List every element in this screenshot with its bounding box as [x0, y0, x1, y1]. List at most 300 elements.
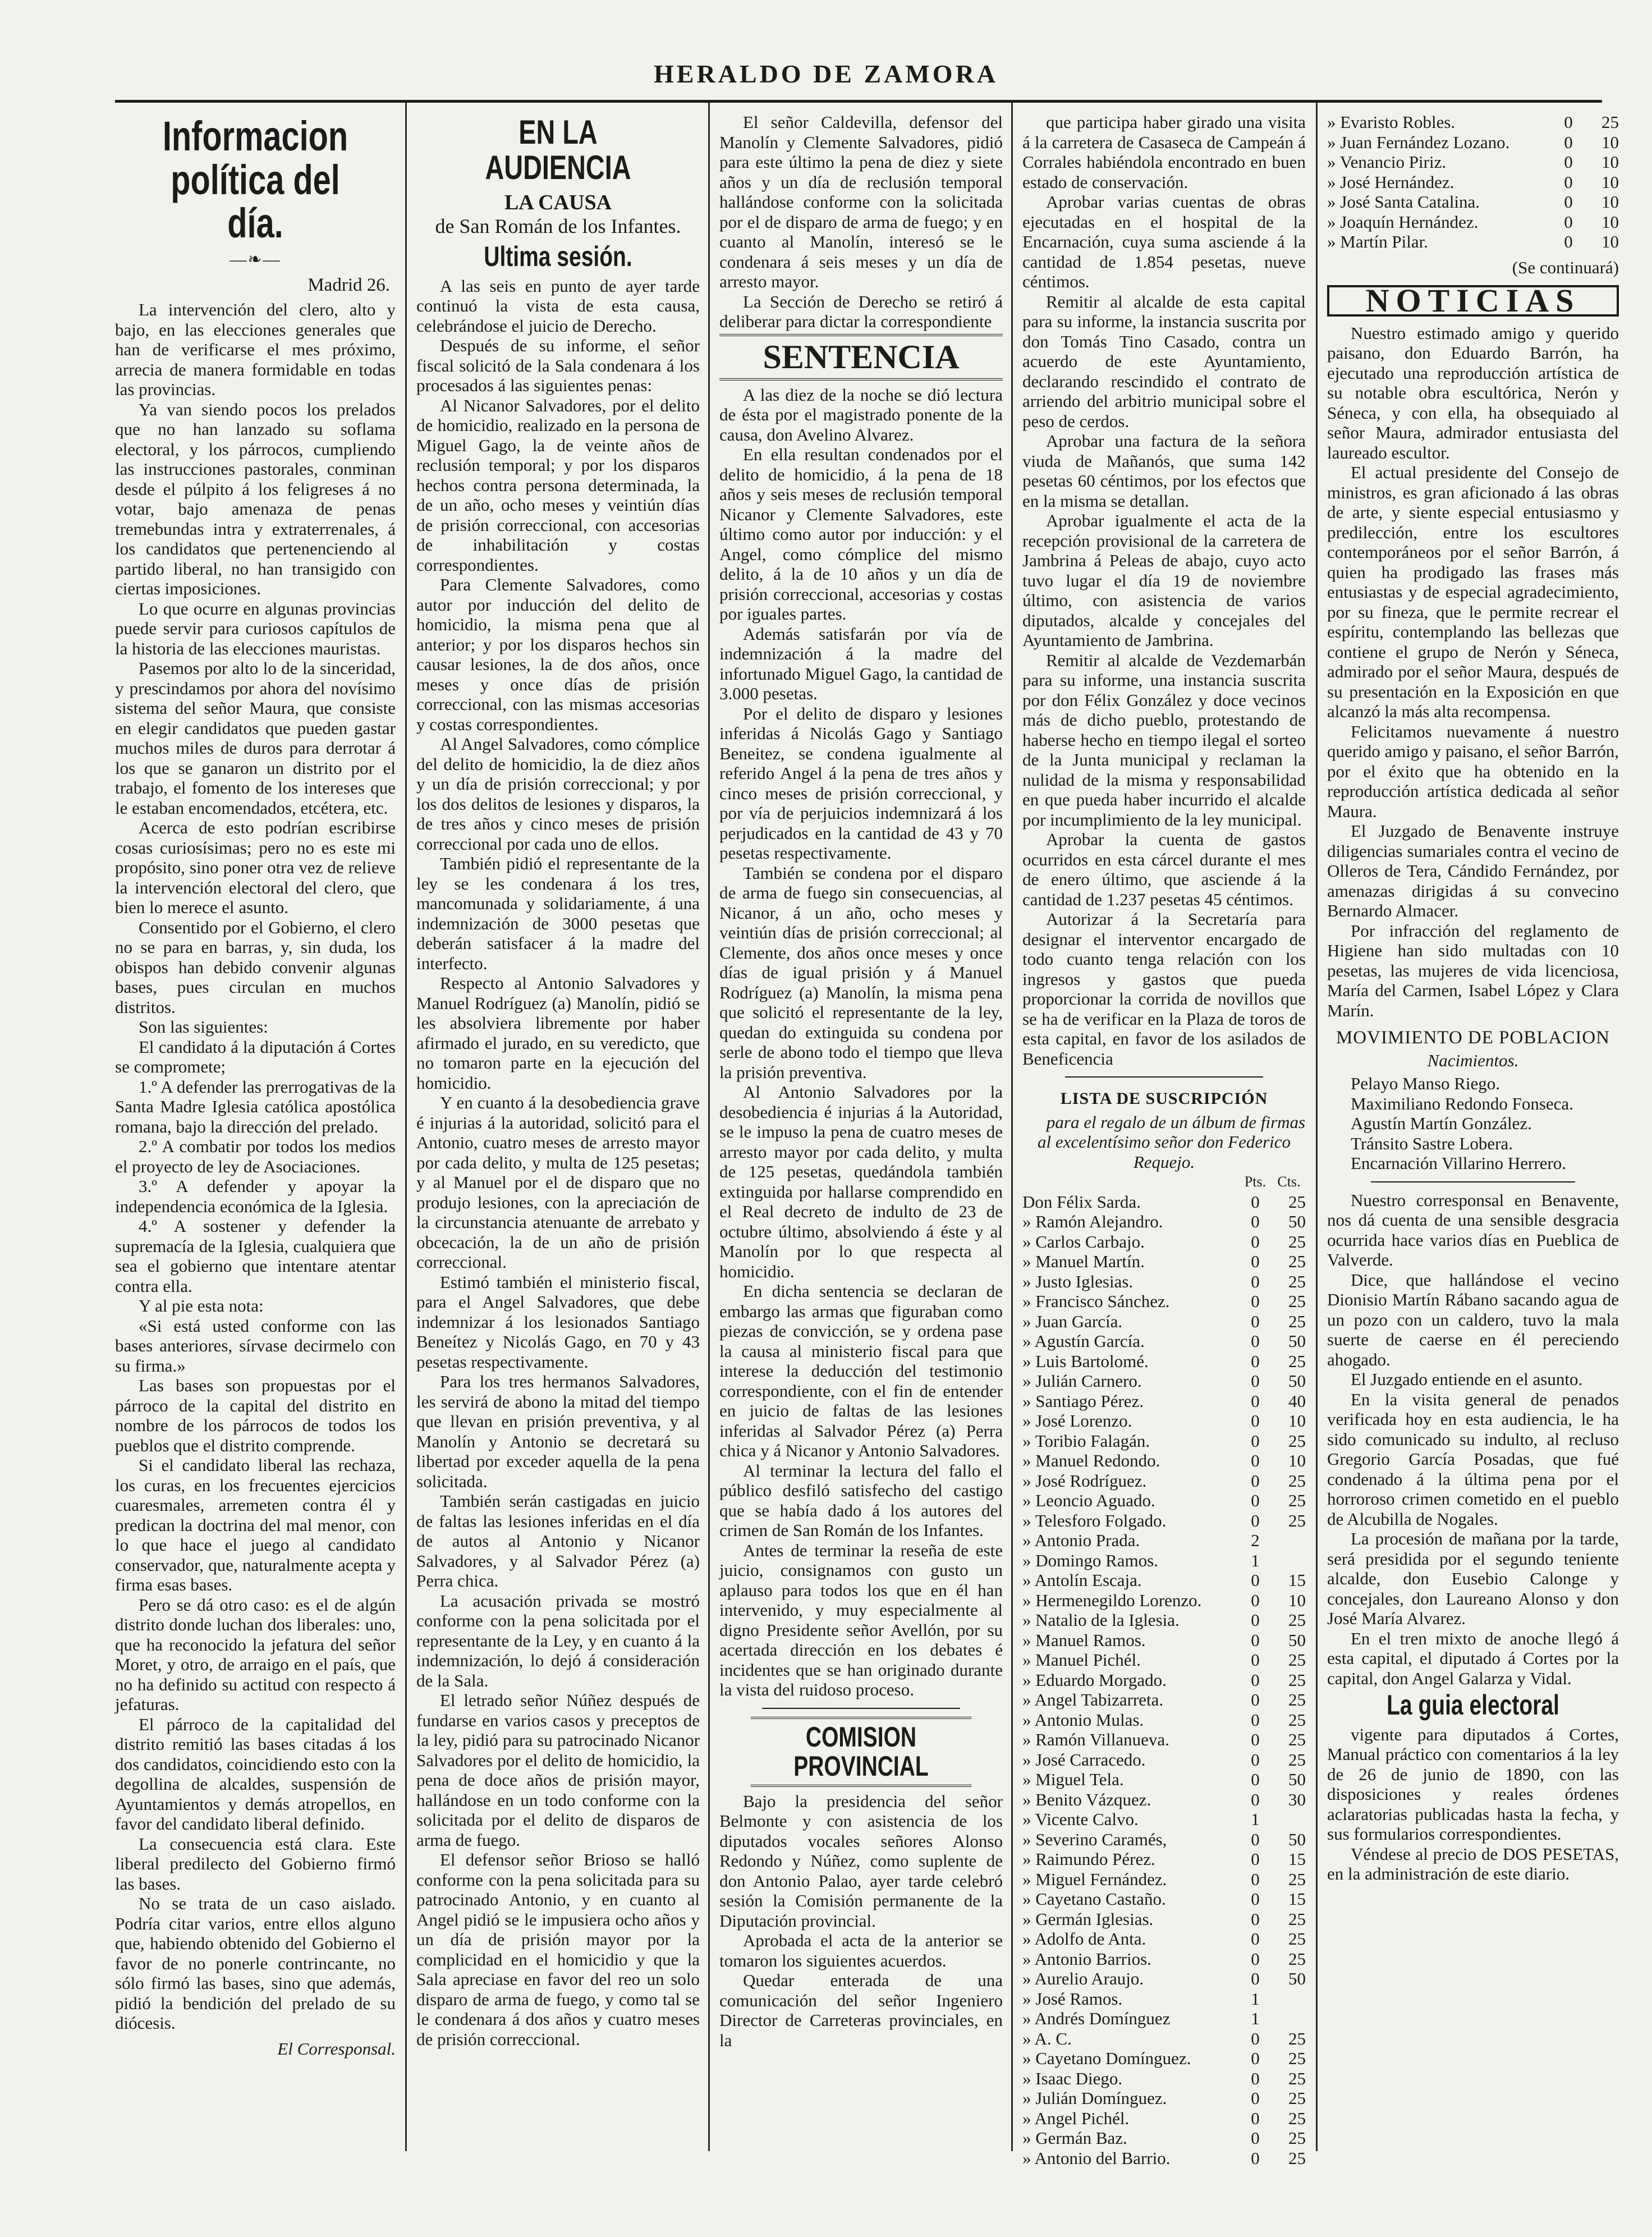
amount-centimos: 50	[1288, 1630, 1306, 1650]
subscriber-name: » Santiago Pérez.	[1022, 1391, 1144, 1411]
list-item	[1022, 1849, 1306, 1869]
amount-centimos: 50	[1288, 1829, 1306, 1849]
amount-pesetas: 0	[1564, 132, 1573, 152]
amount-pesetas: 0	[1564, 152, 1573, 172]
amount-pesetas: 0	[1251, 1311, 1260, 1331]
subscriber-name: Don Félix Sarda.	[1022, 1191, 1141, 1212]
list-item	[1022, 1451, 1306, 1471]
paragraph: Ya van siendo pocos los prelados que no han lanzado su soflama electoral, y los párrocos, cumpliendo las instrucciones pastorales, conminan desde el púlpito á los feligreses á no votar, bajo amenaza de penas tremebundas intra y extraterrenales, á los candidatos que pertenenciendo al partido liberal, no han transigido con ciertas imposiciones.	[115, 399, 396, 599]
amount-pesetas: 0	[1251, 1849, 1260, 1869]
paragraph: La procesión de mañana por la tarde, será presidida por el segundo teniente alcalde, don Eusebio Calonge y concejales, don Laureano Alonso y don José María Alvarez.	[1327, 1529, 1619, 1628]
guia-body	[1327, 1725, 1619, 1884]
nacimientos-list	[1327, 1074, 1619, 1173]
amount-pesetas: 0	[1251, 1391, 1260, 1411]
column-rule	[708, 103, 710, 2151]
subscriber-name: » Hermenegildo Lorenzo.	[1022, 1590, 1202, 1610]
signature: El Corresponsal.	[277, 2038, 396, 2059]
list-item	[1327, 172, 1619, 192]
paragraph: Respecto al Antonio Salvadores y Manuel Rodríguez (a) Manolín, pidió se les absolviera libremente por haber afirmado el jurado, en su veredicto, que no tomaron parte en la ejecución del homicidio.	[416, 973, 700, 1093]
amount-pesetas: 0	[1251, 1929, 1260, 1949]
list-item	[1022, 1909, 1306, 1929]
subscription-list	[1022, 1192, 1306, 2169]
amount-centimos: 15	[1288, 1849, 1306, 1869]
paragraph: El actual presidente del Consejo de ministros, es gran aficionado á las obras de arte, y siente especial entusiasmo y predilección, entre los escultores contemporáneos por el señor Barrón, á quien ha prodigado las frases más entusiastas y de especial agradecimiento, por su fineza, que le permite recrear el espíritu, contemplando las bellezas que contiene el grupo de Nerón y Séneca, admirado por el señor Maura, después de su presentación en la Exposición en que alcanzó la más alta recompensa.	[1327, 462, 1619, 721]
paragraph: Son las siguientes:	[139, 1017, 268, 1037]
list-item	[1022, 1750, 1306, 1770]
amount-centimos: 10	[1601, 132, 1619, 152]
amount-pesetas: 0	[1251, 1491, 1260, 1510]
divider	[1065, 1076, 1264, 1078]
subscriber-name: » Andrés Domínguez	[1022, 2009, 1171, 2028]
subscriber-name: » Leoncio Aguado.	[1022, 1491, 1155, 1510]
sentencia-title: SENTENCIA	[719, 334, 1003, 381]
list-header-pts: Pts.	[1244, 1173, 1266, 1190]
paragraph: El letrado señor Núñez después de fundarse en varios casos y preceptos de la ley, pidió para su patrocinado Nicanor Salvadores por el delito de homicidio, la pena de doce años de prisión mayor, hallándose en un todo conforme con la solicitada por el delito de disparos de arma de fuego.	[416, 1690, 700, 1850]
paragraph: No se trata de un caso aislado. Podría citar varios, entre ellos alguno que, habiendo obtenido del Gobierno el favor de no ponerle contrincante, no sólo firmó las bases, sino que además, pidió la bendición del prelado de su diócesis.	[115, 1894, 396, 2033]
list-item	[1022, 1530, 1306, 1551]
amount-centimos: 25	[1601, 112, 1619, 132]
subscriber-name: » Raimundo Pérez.	[1022, 1849, 1155, 1869]
amount-centimos: 25	[1288, 2148, 1306, 2168]
paragraph: Lo que ocurre en algunas provincias puede servir para curiosos capítulos de la historia de las elecciones mauristas.	[115, 598, 396, 658]
subscriber-name: » Venancio Piriz.	[1327, 152, 1447, 172]
amount-pesetas: 1	[1251, 1550, 1260, 1570]
list-item	[1327, 232, 1619, 252]
subtitle-la-causa: LA CAUSA	[504, 191, 612, 214]
column-noticias	[1327, 112, 1619, 2144]
list-item	[1022, 1212, 1306, 1232]
amount-centimos: 25	[1288, 1709, 1306, 1730]
paragraph: Pelayo Manso Riego.	[1351, 1074, 1500, 1093]
amount-pesetas: 0	[1251, 1590, 1260, 1610]
column-sentencia	[719, 112, 1003, 2144]
amount-centimos: 25	[1288, 1909, 1306, 1929]
amount-centimos: 25	[1288, 1431, 1306, 1451]
amount-centimos: 25	[1288, 2128, 1306, 2148]
amount-pesetas: 1	[1251, 1809, 1260, 1829]
paragraph: Autorizar á la Secretaría para designar el interventor encargado de todo cuanto tenga relación con los ingresos y gastos que pueda proporcionar la corrida de novillos que se ha de verificar en la Plaza de toros de esta capital, en favor de los asilados de Beneficencia	[1022, 909, 1306, 1069]
subscriber-name: » Angel Pichél.	[1022, 2108, 1130, 2128]
paragraph: Bajo la presidencia del señor Belmonte y con asistencia de los diputados vocales señores Alonso Redondo y Núñez, como suplente de don Antonio Palao, ayer tarde celebró sesión la Comisión permanente de la Diputación provincial.	[719, 1791, 1003, 1931]
list-item	[1022, 2108, 1306, 2129]
list-item	[1022, 1272, 1306, 1292]
paragraph: Remitir al alcalde de Vezdemarbán para su informe, una instancia suscrita por don Félix González y doce vecinos más de dicho pueblo, protestando de haberse hecho en tiempo ilegal el sorteo de la Junta municipal y reclaman la nulidad de la misma y responsabilidad en que pueda haber incurrido el alcalde por incumplimiento de la ley municipal.	[1022, 650, 1306, 829]
list-item	[1022, 2029, 1306, 2049]
amount-centimos: 25	[1288, 2048, 1306, 2068]
list-item	[1022, 2069, 1306, 2089]
amount-pesetas: 0	[1251, 1231, 1260, 1252]
paragraph: Véndese al precio de DOS PESETAS, en la administración de este diario.	[1327, 1844, 1619, 1883]
amount-centimos: 25	[1288, 1690, 1306, 1709]
paragraph: vigente para diputados á Cortes, Manual práctico con comentarios á la ley de 26 de junio de 1890, con las disposiciones y reales órdenes aclaratorias publicadas hasta la fecha, y sus formularios correspondientes.	[1327, 1724, 1619, 1844]
subscriber-name: » Telesforo Folgado.	[1022, 1510, 1167, 1530]
list-item	[1022, 1809, 1306, 1830]
paragraph: Las bases son propuestas por el párroco de la capital del distrito en nombre de los párrocos de todos los pueblos que el distrito comprende.	[115, 1376, 396, 1455]
amount-centimos	[1272, 2009, 1306, 2029]
amount-centimos: 50	[1288, 1212, 1306, 1231]
paragraph: 3.º A defender y apoyar la independencia económica de la Iglesia.	[115, 1176, 396, 1216]
amount-pesetas: 0	[1251, 1690, 1260, 1709]
masthead: HERALDO DE ZAMORA	[653, 59, 999, 88]
amount-centimos: 25	[1288, 1351, 1306, 1371]
comision-body-continued	[1022, 112, 1306, 1069]
subscriber-name: » Luis Bartolomé.	[1022, 1351, 1149, 1371]
list-item	[1022, 1710, 1306, 1730]
amount-pesetas: 0	[1251, 1411, 1260, 1431]
amount-centimos: 10	[1288, 1590, 1306, 1610]
subscriber-name: » José Hernández.	[1327, 172, 1454, 192]
amount-centimos: 25	[1288, 1869, 1306, 1889]
subscriber-name: » Angel Tabizarreta.	[1022, 1690, 1164, 1709]
paragraph: Por el delito de disparo y lesiones inferidas á Nicolás Gago y Santiago Beneitez, se condena igualmente al referido Angel á la pena de tres años y cinco meses de prisión correccional, y por vía de perjuicios indemnizará á los perjudicados en la cantidad de 43 y 70 pesetas respectivamente.	[719, 703, 1003, 863]
list-item	[1022, 1331, 1306, 1351]
amount-centimos: 25	[1288, 1929, 1306, 1949]
amount-pesetas: 2	[1251, 1530, 1260, 1550]
list-item	[1022, 1869, 1306, 1890]
amount-pesetas: 0	[1251, 1770, 1260, 1789]
amount-centimos: 25	[1288, 1291, 1306, 1311]
list-item	[1022, 1371, 1306, 1391]
paragraph: El señor Caldevilla, defensor del Manolín y Clemente Salvadores, pidió para este último la pena de diez y siete años y un día de reclusión temporal hallándose conforme con la solicitada por el de disparo de arma de fuego; y en cuanto al Manolín, interesó se le condenara á seis meses y un día de arresto mayor.	[719, 112, 1003, 291]
paragraph: Antes de terminar la reseña de este juicio, consignamos con gusto un aplauso para todos los que en él han intervenido, y muy especialmente al digno Presidente señor Avellón, por su acertada dirección en los debates é incidentes que se han originado durante la vista del ruidoso proceso.	[719, 1540, 1003, 1699]
subscriber-name: » Benito Vázquez.	[1022, 1789, 1151, 1809]
paragraph: También pidió el representante de la ley se les condenara á los tres, mancomunada y solidariamente, á una indemnización de 3000 pesetas que deberán satisfacer á la madre del interfecto.	[416, 854, 700, 973]
amount-centimos: 50	[1288, 1331, 1306, 1351]
column-rule	[1316, 103, 1318, 2151]
paragraph: El Juzgado de Benavente instruye diligencias sumariales contra el vecino de Olleros de Tera, Cándido Fernández, por amenazas dirigidas á su convecino Bernardo Almacer.	[1327, 821, 1619, 920]
paragraph: Y al pie esta nota:	[139, 1296, 264, 1316]
list-item	[1022, 2128, 1306, 2148]
amount-pesetas: 0	[1251, 2128, 1260, 2148]
amount-centimos: 25	[1288, 1311, 1306, 1331]
paragraph: Dice, que hallándose el vecino Dionisio Martín Rábano sacando agua de un pozo con un caldero, tuvo la mala suerte de caerse en él pereciendo ahogado.	[1327, 1269, 1619, 1369]
paragraph: También se condena por el disparo de arma de fuego sin consecuencias, al Nicanor, á un año, ocho meses y veintiún días de prisión correccional; al Clemente, dos años once meses y once días de igual prisión y á Manuel Rodríguez (a) Manolín, la misma pena que solicitó el representante de la ley, quedan do extinguida su condena por serle de abono todo el tiempo que lleva la prisión preventiva.	[719, 863, 1003, 1082]
subscriber-name: » Julián Carnero.	[1022, 1371, 1142, 1391]
subscriber-name: » Severino Caramés,	[1022, 1829, 1167, 1849]
amount-pesetas: 0	[1251, 1969, 1260, 1988]
subscriber-name: » Germán Iglesias.	[1022, 1909, 1154, 1929]
amount-centimos	[1272, 1989, 1306, 2009]
amount-centimos: 10	[1601, 192, 1619, 212]
paragraph: Al Antonio Salvadores por la desobediencia é injurias á la Autoridad, se le impuso la pena de cuatro meses de arresto mayor por cada delito, y multa de 125 pesetas, quedándola también extinguida por hallarse comprendido en el Real decreto de indulto de 23 de octubre último, absolviendo á éste y al Manolín por lo que respecta al homicidio.	[719, 1082, 1003, 1281]
paragraph: La Sección de Derecho se retiró á deliberar para dictar la correspondiente	[719, 291, 1003, 331]
article-body-audiencia	[416, 276, 700, 2050]
noticias-title: NOTICIAS	[1327, 285, 1619, 317]
list-item	[1022, 1252, 1306, 1272]
list-item	[1022, 1730, 1306, 1750]
paragraph: Consentido por el Gobierno, el clero no se para en barras, y, sin duda, los obispos han debido convenir algunas bases, pues circulan en muchos distritos.	[115, 917, 396, 1017]
amount-pesetas: 0	[1251, 1829, 1260, 1849]
list-item	[1022, 1192, 1306, 1212]
list-item	[1022, 1551, 1306, 1571]
list-item	[1327, 132, 1619, 153]
list-item	[1022, 1590, 1306, 1611]
list-item	[1022, 1989, 1306, 2009]
subscriber-name: » José Lorenzo.	[1022, 1411, 1132, 1431]
amount-pesetas: 0	[1251, 2028, 1260, 2048]
article-title-politica: Informacion política del día.	[162, 113, 348, 247]
amount-pesetas: 0	[1251, 1949, 1260, 1969]
list-item	[1022, 1650, 1306, 1670]
paragraph: También serán castigadas en juicio de faltas las lesiones inferidas en el día de autos al Antonio y Nicanor Salvadores, y al Salvador Pérez (a) Perra chica.	[416, 1491, 700, 1590]
subscriber-name: » Manuel Redondo.	[1022, 1451, 1160, 1470]
amount-pesetas: 0	[1564, 232, 1573, 251]
paragraph: A las diez de la noche se dió lectura de ésta por el magistrado ponente de la causa, don Avelino Alvarez.	[719, 384, 1003, 444]
subscriber-name: » Adolfo de Anta.	[1022, 1929, 1146, 1949]
amount-centimos: 25	[1288, 1610, 1306, 1630]
paragraph: 4.º A sostener y defender la supremacía de la Iglesia, cualquiera que sea el gobierno que intentare atentar contra ella.	[115, 1216, 396, 1296]
paragraph: En el tren mixto de anoche llegó á esta capital, el diputado á Cortes por la capital, don Angel Galarza y Vidal.	[1327, 1628, 1619, 1688]
amount-pesetas: 0	[1251, 1431, 1260, 1451]
article-body-continued	[719, 112, 1003, 332]
paragraph: Después de su informe, el señor fiscal solicitó de la Sala condenara á los procesados á las siguientes penas:	[416, 336, 700, 395]
list-item	[1022, 2088, 1306, 2108]
paragraph: Acerca de esto podrían escribirse cosas curiosísimas; pero no es este mi propósito, sino poner otra vez de relieve la intervención electoral del clero, que bien lo merece el asunto.	[115, 818, 396, 918]
amount-centimos: 25	[1288, 1271, 1306, 1291]
subscriber-name: » Cayetano Domínguez.	[1022, 2048, 1191, 2068]
comision-title: COMISION PROVINCIAL	[751, 1717, 972, 1787]
paragraph: «Si está usted conforme con las bases anteriores, sírvase decirmelo con su firma.»	[115, 1315, 396, 1376]
amount-centimos: 25	[1288, 1749, 1306, 1770]
subscriber-name: » José Carracedo.	[1022, 1749, 1146, 1770]
noticias-body	[1327, 323, 1619, 1021]
paragraph: Tránsito Sastre Lobera.	[1351, 1133, 1513, 1153]
amount-pesetas: 0	[1251, 2108, 1260, 2128]
list-item	[1022, 1491, 1306, 1511]
amount-centimos: 40	[1288, 1391, 1306, 1411]
subscription-list-continued	[1327, 112, 1619, 252]
amount-pesetas: 0	[1251, 1510, 1260, 1530]
paragraph: Nuestro corresponsal en Benavente, nos dá cuenta de una sensible desgracia ocurrida hace varios días en Pueblica de Valverde.	[1327, 1190, 1619, 1269]
paragraph: Aprobada el acta de la anterior se tomaron los siguientes acuerdos.	[719, 1931, 1003, 1970]
list-item	[1022, 1351, 1306, 1372]
article-title-audiencia: EN LA AUDIENCIA	[485, 113, 631, 186]
paragraph: Estimó también el ministerio fiscal, para el Angel Salvadores, que debe indemnizar á los lesionados Santiago Beneítez y Nicolás Gago, en 70 y 43 pesetas respectivamente.	[416, 1272, 700, 1372]
paragraph: Maximiliano Redondo Fonseca.	[1351, 1093, 1573, 1113]
subtitle-san-roman: de San Román de los Infantes.	[435, 214, 681, 237]
list-item	[1022, 1830, 1306, 1850]
subscriber-name: » Antonio del Barrio.	[1022, 2148, 1171, 2168]
subscriber-name: » Isaac Diego.	[1022, 2068, 1123, 2088]
amount-centimos: 50	[1288, 1371, 1306, 1391]
amount-pesetas: 0	[1251, 1909, 1260, 1929]
amount-centimos: 25	[1288, 1470, 1306, 1491]
subscriber-name: » Carlos Carbajo.	[1022, 1231, 1145, 1252]
subscriber-name: » Toribio Falagán.	[1022, 1431, 1150, 1451]
subscriber-name: » A. C.	[1022, 2028, 1072, 2048]
list-item	[1022, 1889, 1306, 1909]
subscriber-name: » Cayetano Castaño.	[1022, 1889, 1166, 1909]
amount-centimos: 25	[1288, 2088, 1306, 2108]
paragraph: que participa haber girado una visita á la carretera de Casaseca de Campeán á Corrales habiéndola encontrado en buen estado de conservación.	[1022, 112, 1306, 192]
paragraph: Aprobar varias cuentas de obras ejecutadas en el hospital de la Encarnación, cuya suma asciende á la cantidad de 1.854 pesetas, nueve céntimos.	[1022, 192, 1306, 291]
paragraph: Remitir al alcalde de esta capital para su informe, la instancia suscrita por don Tomás Tino Casado, contra un acuerdo de este Ayuntamiento, declarando rescindido el contrato de arriendo del arbitrio municipal sobre el peso de cerdos.	[1022, 291, 1306, 431]
paragraph: En ella resultan condenados por el delito de homicidio, á la pena de 18 años y seis meses de reclusión temporal Nicanor y Clemente Salvadores, este último como autor por inducción: y el Angel, como cómplice del mismo delito, á la de 10 años y un día de prisión correccional, accesorias y costas por iguales partes.	[719, 444, 1003, 624]
list-item	[1022, 1929, 1306, 1949]
amount-centimos: 25	[1288, 1949, 1306, 1969]
paragraph: 2.º A combatir por todos los medios el proyecto de ley de Asociaciones.	[115, 1136, 396, 1176]
list-item	[1022, 1431, 1306, 1451]
amount-centimos	[1272, 1551, 1306, 1571]
amount-pesetas: 0	[1251, 1650, 1260, 1670]
column-rule	[405, 103, 407, 2151]
paragraph: Aprobar igualmente el acta de la recepción provisional de la carretera de Jambrina á Peleas de abajo, cuyo acto tuvo lugar el día 19 de noviembre último, con asistencia de varios diputados, alcalde y concejales del Ayuntamiento de Jambrina.	[1022, 511, 1306, 650]
divider	[762, 1708, 961, 1709]
list-item	[1022, 1471, 1306, 1491]
amount-centimos: 10	[1601, 212, 1619, 232]
comision-body	[719, 1791, 1003, 2051]
amount-centimos: 10	[1601, 232, 1619, 251]
amount-pesetas: 0	[1251, 1889, 1260, 1909]
amount-pesetas: 0	[1251, 1749, 1260, 1770]
amount-pesetas: 0	[1251, 1351, 1260, 1371]
list-header-cts: Cts.	[1277, 1173, 1301, 1190]
subscriber-name: » José Santa Catalina.	[1327, 192, 1480, 212]
amount-centimos: 10	[1288, 1451, 1306, 1470]
top-rule	[115, 100, 1602, 103]
list-item	[1022, 1610, 1306, 1630]
amount-pesetas: 0	[1251, 1291, 1260, 1311]
amount-pesetas: 0	[1251, 1670, 1260, 1690]
amount-pesetas: 0	[1251, 1470, 1260, 1491]
column-audiencia	[416, 112, 700, 2144]
subscriber-name: » José Rodríguez.	[1022, 1470, 1147, 1491]
dateline: Madrid 26.	[308, 274, 390, 295]
amount-pesetas: 1	[1251, 1988, 1260, 2009]
amount-centimos	[1272, 1530, 1306, 1551]
paragraph: Al Angel Salvadores, como cómplice del delito de homicidio, la de diez años y un día de prisión correccional; y por los dos delitos de lesiones y disparos, la de tres años y cinco meses de prisión correccional por cada uno de ellos.	[416, 734, 700, 854]
amount-centimos: 15	[1288, 1889, 1306, 1909]
amount-pesetas: 0	[1251, 1789, 1260, 1809]
amount-pesetas: 0	[1564, 112, 1573, 132]
paragraph: Pasemos por alto lo de la sinceridad, y prescindamos por ahora del novísimo sistema del señor Maura, que consiste en elegir candidatos que pueden gastar muchos miles de duros para derrotar á los que se ganaron un distrito por el trabajo, el fomento de los intereses que le estaban encomendados, etcétera, etc.	[115, 658, 396, 818]
amount-pesetas: 0	[1251, 1570, 1260, 1590]
list-item	[1022, 1312, 1306, 1332]
list-item	[1327, 112, 1619, 132]
subscriber-name: » Antonio Mulas.	[1022, 1709, 1144, 1730]
subscriber-name: » Antonio Prada.	[1022, 1530, 1140, 1550]
list-item	[1022, 2148, 1306, 2169]
amount-pesetas: 0	[1251, 1212, 1260, 1231]
subscriber-name: » Juan Fernández Lozano.	[1327, 132, 1510, 152]
amount-pesetas: 0	[1251, 1869, 1260, 1889]
amount-centimos: 25	[1288, 1510, 1306, 1530]
paragraph: En dicha sentencia se declaran de embargo las armas que figuraban como piezas de convicción, se y ordena pase la causa al ministerio fiscal para que interese la deducción del testimonio correspondiente, con el fin de entender en juicio de faltas de las lesiones inferidas al Salvador Pérez (a) Perra chica y á Nicanor y Antonio Salvadores.	[719, 1281, 1003, 1460]
amount-centimos: 25	[1288, 1491, 1306, 1510]
list-item	[1022, 1391, 1306, 1411]
paragraph: Al terminar la lectura del fallo el público desfiló satisfecho del castigo que se había dado á los autores del crimen de San Román de los Infantes.	[719, 1460, 1003, 1540]
list-item	[1327, 192, 1619, 212]
amount-pesetas: 0	[1251, 2088, 1260, 2108]
list-item	[1022, 1291, 1306, 1312]
subscriber-name: » Vicente Calvo.	[1022, 1809, 1139, 1829]
paragraph: La consecuencia está clara. Este liberal predilecto del Gobierno firmó las bases.	[115, 1833, 396, 1894]
amount-centimos: 15	[1288, 1570, 1306, 1590]
movimiento-title: MOVIMIENTO DE POBLACION	[1336, 1028, 1610, 1048]
paragraph: Nuestro estimado amigo y querido paisano, don Eduardo Barrón, ha ejecutado una reproducción artística de su notable obra escultórica, Nerón y Séneca, y con ella, ha obsequiado al señor Maura, admirador entusiasta del laureado escultor.	[1327, 323, 1619, 462]
subscriber-name: » José Ramos.	[1022, 1988, 1123, 2009]
subscriber-name: » Ramón Villanueva.	[1022, 1730, 1169, 1749]
amount-pesetas: 0	[1251, 1252, 1260, 1271]
amount-pesetas: 0	[1251, 1451, 1260, 1470]
amount-centimos: 25	[1288, 1252, 1306, 1271]
paragraph: Para Clemente Salvadores, como autor por inducción del delito de homicidio, la misma pena que al anterior; y por los disparos hechos sin causar lesiones, la de dos años, once meses y once días de prisión correccional, con las mismas accesorias y costas correspondientes.	[416, 575, 700, 734]
paragraph: Quedar enterada de una comunicación del señor Ingeniero Director de Carreteras provinciales, en la	[719, 1970, 1003, 2050]
amount-centimos: 25	[1288, 1650, 1306, 1670]
subscriber-name: » Domingo Ramos.	[1022, 1550, 1158, 1570]
amount-pesetas: 1	[1251, 2009, 1260, 2028]
amount-centimos: 30	[1288, 1789, 1306, 1809]
paragraph: Si el candidato liberal las rechaza, los curas, en los frecuentes ejercicios cuaresmales, arremeten contra él y predican la doctrina del mal menor, con lo que hace el juego al candidato conservador, que, naturalmente acepta y firma esas bases.	[115, 1455, 396, 1595]
amount-centimos: 25	[1288, 2028, 1306, 2048]
amount-pesetas: 0	[1251, 1331, 1260, 1351]
divider	[1371, 1181, 1575, 1182]
amount-pesetas: 0	[1251, 1191, 1260, 1212]
paragraph: La acusación privada se mostró conforme con la pena solicitada por el representante de la Ley, y en cuanto á la indemnización, lo dejó á consideración de la Sala.	[416, 1590, 700, 1690]
amount-pesetas: 0	[1251, 1371, 1260, 1391]
subscriber-name: » Julián Domínguez.	[1022, 2088, 1167, 2108]
amount-centimos	[1272, 1809, 1306, 1830]
list-item	[1022, 1511, 1306, 1531]
amount-centimos: 10	[1288, 1411, 1306, 1431]
list-item	[1022, 1770, 1306, 1790]
column-comision-cont	[1022, 112, 1306, 2168]
paragraph: Además satisfarán por vía de indemnización á la madre del infortunado Miguel Gago, la cantidad de 3.000 pesetas.	[719, 624, 1003, 703]
amount-centimos: 25	[1288, 1670, 1306, 1690]
paragraph: Al Nicanor Salvadores, por el delito de homicidio, realizado en la persona de Miguel Gago, la de veinte años de reclusión temporal; y por los disparos hechos contra persona determinada, la de un año, ocho meses y veintiún días de prisión correccional, con accesorias de inhabilitación y costas correspondientes.	[416, 395, 700, 575]
subscriber-name: » Juan García.	[1022, 1311, 1123, 1331]
subscriber-name: » Manuel Martín.	[1022, 1252, 1145, 1271]
amount-pesetas: 0	[1251, 2048, 1260, 2068]
paragraph: Para los tres hermanos Salvadores, les servirá de abono la mitad del tiempo que llevan en prisión preventiva, y al Manolín y Antonio se decretará su libertad por exceder aquella de la pena solicitada.	[416, 1372, 700, 1491]
paragraph: En la visita general de penados verificada hoy en esta audiencia, le ha sido comunicado su indulto, al recluso Gregorio García Posadas, que fué condenado á la última pena por el horroroso crimen cometido en el pueblo de Alcubilla de Nogales.	[1327, 1389, 1619, 1529]
amount-pesetas: 0	[1251, 1709, 1260, 1730]
list-item	[1022, 1630, 1306, 1651]
subscriber-name: » Francisco Sánchez.	[1022, 1291, 1170, 1311]
amount-centimos: 50	[1288, 1770, 1306, 1789]
subscriber-name: » Aurelio Araujo.	[1022, 1969, 1144, 1988]
subscriber-name: » Germán Baz.	[1022, 2128, 1127, 2148]
column-rule	[1011, 103, 1013, 2151]
paragraph: Encarnación Villarino Herrero.	[1351, 1153, 1567, 1173]
column-politica	[115, 112, 396, 2144]
paragraph: Aprobar la cuenta de gastos ocurridos en esta cárcel durante el mes de enero último, que asciende á la cantidad de 1.237 pesetas 45 céntimos.	[1022, 829, 1306, 909]
paragraph: Por infracción del reglamento de Higiene han sido multadas con 10 pesetas, las mujeres de vida licenciosa, María del Carmen, Isabel López y Clara Marín.	[1327, 920, 1619, 1020]
paragraph: El defensor señor Brioso se halló conforme con la pena solicitada para su patrocinado Antonio, y en cuanto al Angel pidió se le impusiera ocho años y un día de prisión mayor por la complicidad en el homicidio y que la Sala apreciase en favor del reo un solo disparo de arma de fuego, y como tal se le condenara á dos años y cuatro meses de prisión correccional.	[416, 1850, 700, 2049]
subtitle-ultima-sesion: Ultima sesión.	[484, 241, 632, 272]
paragraph: Aprobar una factura de la señora viuda de Mañanós, que suma 142 pesetas 60 céntimos, por los efectos que en la misma se detallan.	[1022, 431, 1306, 511]
paragraph: A las seis en punto de ayer tarde continuó la vista de esta causa, celebrándose el juicio de Derecho.	[416, 276, 700, 336]
list-title: LISTA DE SUSCRIPCIÓN	[1060, 1089, 1268, 1108]
list-item	[1022, 1690, 1306, 1710]
amount-centimos: 25	[1288, 1191, 1306, 1212]
list-item	[1022, 2009, 1306, 2029]
list-item	[1022, 1790, 1306, 1810]
amount-pesetas: 0	[1251, 2148, 1260, 2168]
list-item	[1022, 1949, 1306, 1969]
list-column-headers	[1022, 1172, 1306, 1192]
list-item	[1327, 152, 1619, 172]
list-item	[1022, 1411, 1306, 1431]
paragraph: El Juzgado entiende en el asunto.	[1351, 1369, 1583, 1389]
amount-pesetas: 0	[1564, 212, 1573, 232]
paragraph: La intervención del clero, alto y bajo, en las elecciones generales que han de verificarse el mes próximo, arrecia de manera formidable en todas las provincias.	[115, 300, 396, 400]
noticias-body-2	[1327, 1190, 1619, 1689]
list-item	[1327, 212, 1619, 232]
amount-centimos: 25	[1288, 1231, 1306, 1252]
amount-centimos: 50	[1288, 1969, 1306, 1988]
guia-title: La guia electoral	[1387, 1689, 1559, 1721]
